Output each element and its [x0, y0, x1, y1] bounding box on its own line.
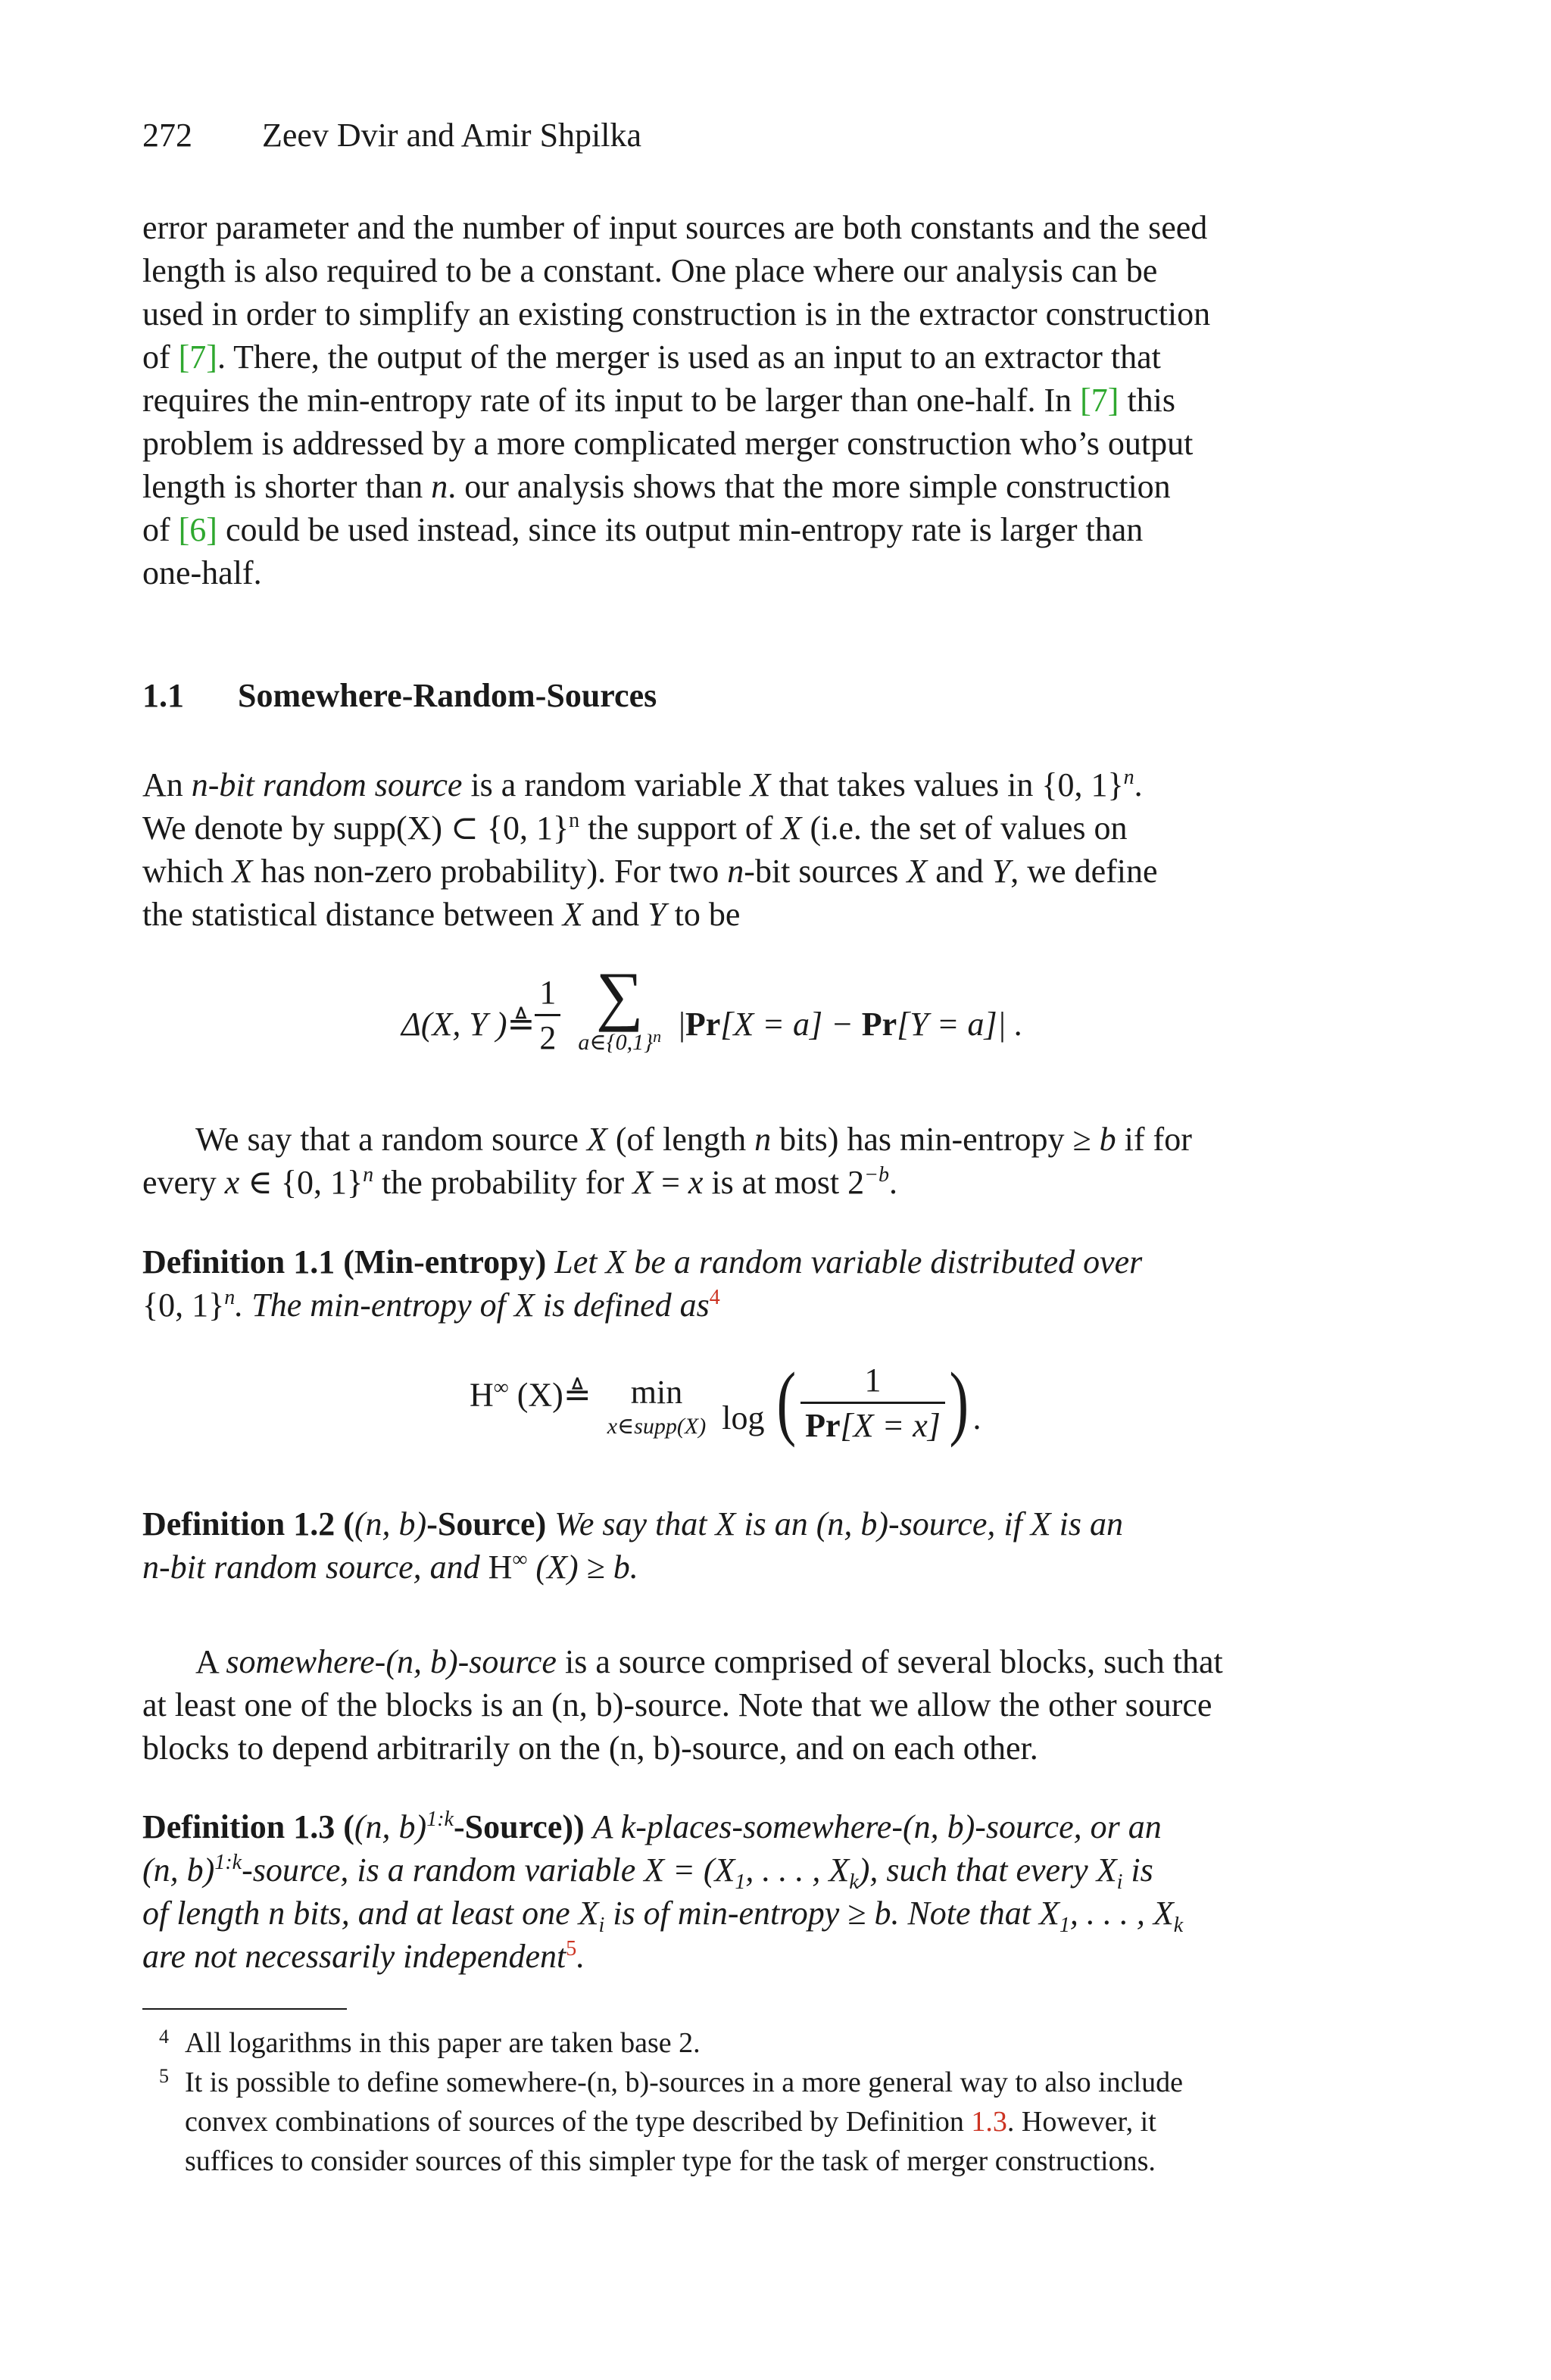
citation-link-6[interactable]: [6] [178, 511, 217, 548]
footnote-4: 4 All logarithms in this paper are taken base 2. [159, 2026, 701, 2059]
citation-link-7[interactable]: [7] [178, 338, 217, 376]
page-number: 272 [142, 117, 192, 154]
definition-label: Definition 1.2 ((n, b)-Source) [142, 1505, 547, 1542]
equation-min-entropy: H∞ (X)≜ min x∈supp(X) log ( $\frac{1}{Pr[X = x]}$ ) . [470, 1355, 981, 1448]
footnote-rule [142, 2008, 347, 2010]
paragraph-line: We say that a random source X (of length n bits) has min-entropy ≥ b if for [195, 1121, 1192, 1158]
paragraph-line: n-bit random source, and H∞ (X) ≥ b. [142, 1548, 638, 1586]
footnote-5-line: suffices to consider sources of this simpler type for the task of merger constructions. [185, 2145, 1156, 2177]
paragraph-line: every x ∈ {0, 1}$^n$ the probability for X = x is at most $2^{-b}$. [142, 1163, 898, 1201]
definition-1-1: Definition 1.1 (Min-entropy) Let X be a random variable distributed over [142, 1243, 1143, 1280]
paragraph-line: length is also required to be a constant. One place where our analysis can be [142, 252, 1158, 289]
paragraph-line: used in order to simplify an existing construction is in the extractor construction [142, 295, 1211, 332]
paragraph-line: problem is addressed by a more complicated merger construction who’s output [142, 425, 1194, 462]
footnote-ref-4[interactable]: 4 [709, 1286, 720, 1309]
paragraph-line: are not necessarily independent$^5$. [142, 1937, 585, 1975]
running-header-authors: Zeev Dvir and Amir Shpilka [262, 117, 642, 154]
section-title: Somewhere-Random-Sources [238, 677, 657, 714]
paragraph-line: length is shorter than n. our analysis shows that the more simple construction [142, 468, 1171, 505]
footnote-5-line: convex combinations of sources of the type described by Definition 1.3. However, it [185, 2106, 1156, 2138]
paragraph-line: of length n bits, and at least one $X_i$ is of min-entropy ≥ b. Note that $X_1$, . . . , $X_k$ [142, 1895, 1184, 1937]
definition-label: Definition 1.1 (Min-entropy) [142, 1243, 547, 1280]
paragraph-line: {0, 1}$^n$. The min-entropy of X is defined as$^4$ [142, 1286, 720, 1324]
citation-link-7[interactable]: [7] [1080, 382, 1119, 419]
paragraph-line: of [7]. There, the output of the merger is used as an input to an extractor that [142, 338, 1161, 376]
paragraph-line: one-half. [142, 554, 262, 591]
definition-label: Definition 1.3 ((n, b)$^{1:k}$-Source)) [142, 1808, 585, 1845]
paragraph-line: A somewhere-(n, b)-source is a source comprised of several blocks, such that [195, 1643, 1223, 1680]
equation-statistical-distance: Δ(X, Y )≜ $\frac{1}{2}$ ∑ $a\in\{0,1\}^n$ |Pr[X = a] − Pr[Y = a]| . [401, 971, 1023, 1065]
paragraph-line: An n-bit random source is a random variable X that takes values in {0, 1}$^n$. [142, 766, 1143, 803]
definition-1-3: Definition 1.3 ((n, b)$^{1:k}$-Source)) A k-places-somewhere-(n, b)-source, or an [142, 1808, 1162, 1845]
paragraph-line: error parameter and the number of input sources are both constants and the seed [142, 209, 1208, 246]
paragraph-line: (n, b)$^{1:k}$-source, is a random variable $X = (X_1$, . . . , $X_k$), such that every $X_i$ is [142, 1851, 1153, 1894]
paragraph-line: at least one of the blocks is an (n, b)-source. Note that we allow the other source [142, 1686, 1212, 1723]
paragraph-line: requires the min-entropy rate of its input to be larger than one-half. In [7] this [142, 382, 1176, 419]
paragraph-line: We denote by supp(X) ⊂ {0, 1}$^n$ the support of X (i.e. the set of values on [142, 809, 1128, 847]
section-number: 1.1 [142, 677, 184, 714]
definition-ref-1-3[interactable]: 1.3 [971, 2106, 1007, 2138]
paragraph-line: of [6] could be used instead, since its output min-entropy rate is larger than [142, 511, 1144, 548]
footnote-5: 5 It is possible to define somewhere-(n, b)-sources in a more general way to also include [159, 2065, 1183, 2098]
paragraph-line: which X has non-zero probability). For two n-bit sources X and Y, we define [142, 853, 1158, 890]
definition-1-2: Definition 1.2 ((n, b)-Source) We say that X is an (n, b)-source, if X is an [142, 1505, 1124, 1542]
footnote-ref-5[interactable]: 5 [566, 1937, 577, 1960]
paragraph-line: blocks to depend arbitrarily on the (n, b)-source, and on each other. [142, 1730, 1038, 1767]
paragraph-line: the statistical distance between X and Y to be [142, 896, 741, 933]
